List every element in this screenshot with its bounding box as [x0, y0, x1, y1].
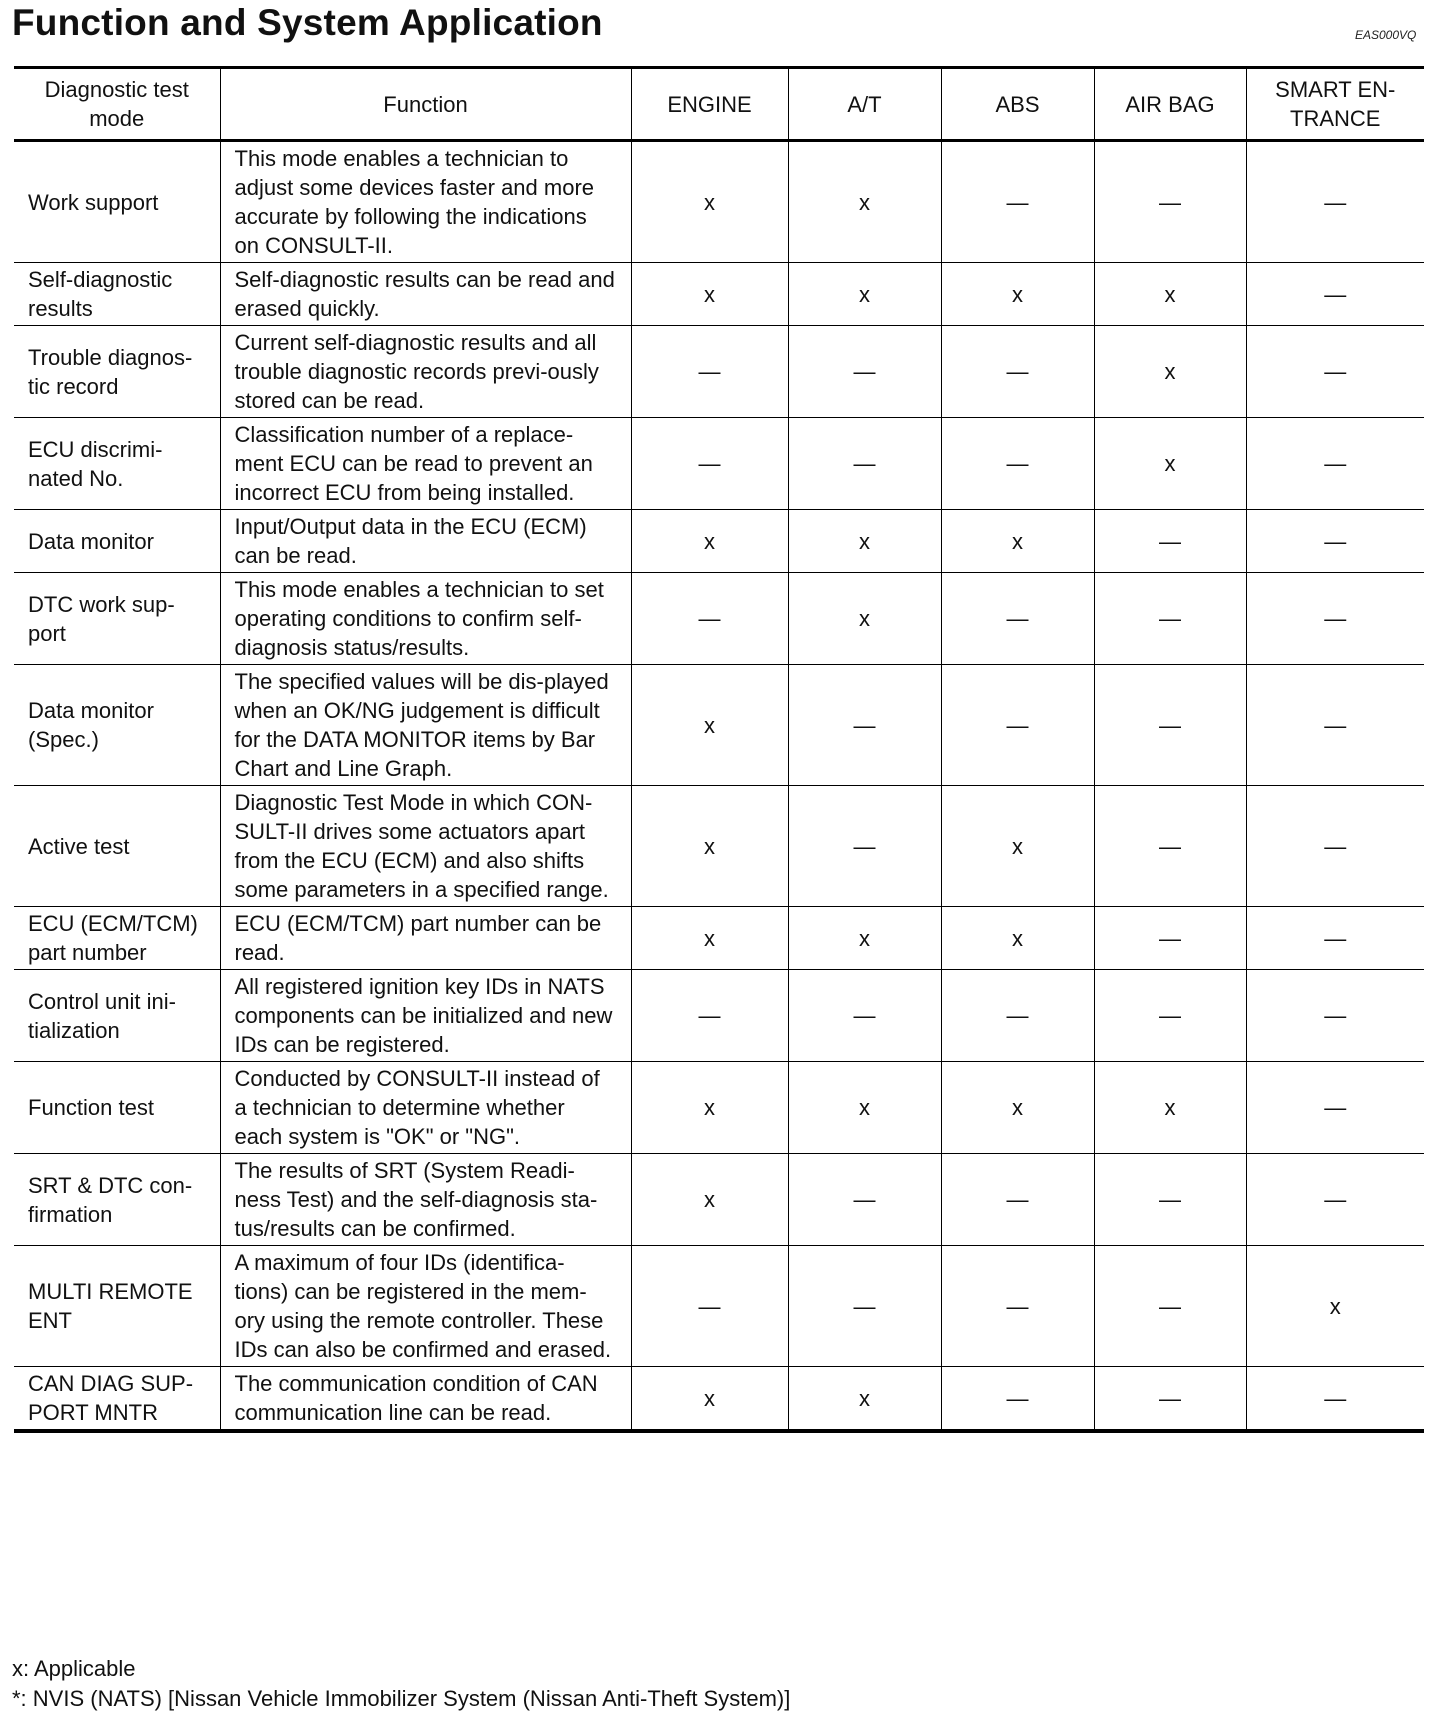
airbag-cell: x	[1094, 418, 1246, 510]
row-function: Diagnostic Test Mode in which CON-SULT-II drives some actuators apart from the ECU (ECM) and also shifts some parameters in a specified range.	[220, 786, 631, 907]
engine-cell: x	[631, 263, 788, 326]
row-function: Self-diagnostic results can be read and erased quickly.	[220, 263, 631, 326]
row-mode: Active test	[14, 786, 220, 907]
table-row	[14, 263, 1424, 326]
smart-entrance-cell: —	[1246, 1367, 1424, 1432]
engine-cell: x	[631, 1154, 788, 1246]
abs-cell: —	[941, 1367, 1094, 1432]
row-function: Current self-diagnostic results and all trouble diagnostic records previ-ously stored can be read.	[220, 326, 631, 418]
smart-entrance-cell: —	[1246, 326, 1424, 418]
column-header-engine: ENGINE	[631, 68, 788, 141]
smart-entrance-cell: —	[1246, 907, 1424, 970]
row-mode: Self-diagnostic results	[14, 263, 220, 326]
at-cell: —	[788, 326, 941, 418]
table-row	[14, 141, 1424, 263]
smart-entrance-cell: —	[1246, 1154, 1424, 1246]
table-row	[14, 665, 1424, 786]
engine-cell: —	[631, 970, 788, 1062]
at-cell: x	[788, 141, 941, 263]
at-cell: x	[788, 263, 941, 326]
at-cell: —	[788, 786, 941, 907]
page-title: Function and System Application	[12, 2, 603, 43]
engine-cell: x	[631, 786, 788, 907]
row-mode: Data monitor (Spec.)	[14, 665, 220, 786]
engine-cell: x	[631, 907, 788, 970]
abs-cell: —	[941, 665, 1094, 786]
at-cell: —	[788, 665, 941, 786]
row-function: Conducted by CONSULT-II instead of a technician to determine whether each system is "OK" or "NG".	[220, 1062, 631, 1154]
row-mode: SRT & DTC con-firmation	[14, 1154, 220, 1246]
row-function: Classification number of a replace-ment ECU can be read to prevent an incorrect ECU from being installed.	[220, 418, 631, 510]
table-row	[14, 510, 1424, 573]
smart-entrance-cell: —	[1246, 970, 1424, 1062]
abs-cell: x	[941, 263, 1094, 326]
airbag-cell: —	[1094, 786, 1246, 907]
table-row	[14, 1154, 1424, 1246]
engine-cell: x	[631, 141, 788, 263]
smart-entrance-cell: —	[1246, 141, 1424, 263]
at-cell: —	[788, 418, 941, 510]
abs-cell: —	[941, 573, 1094, 665]
at-cell: x	[788, 573, 941, 665]
smart-entrance-cell: —	[1246, 1062, 1424, 1154]
airbag-cell: —	[1094, 510, 1246, 573]
abs-cell: —	[941, 326, 1094, 418]
engine-cell: —	[631, 1246, 788, 1367]
row-function: The results of SRT (System Readi-ness Test) and the self-diagnosis sta-tus/results can be confirmed.	[220, 1154, 631, 1246]
smart-entrance-cell: —	[1246, 786, 1424, 907]
at-cell: —	[788, 1246, 941, 1367]
engine-cell: x	[631, 510, 788, 573]
at-cell: x	[788, 1062, 941, 1154]
row-mode: CAN DIAG SUP-PORT MNTR	[14, 1367, 220, 1432]
table-row	[14, 907, 1424, 970]
table-row	[14, 1367, 1424, 1432]
row-mode: Data monitor	[14, 510, 220, 573]
row-mode: MULTI REMOTE ENT	[14, 1246, 220, 1367]
at-cell: —	[788, 1154, 941, 1246]
table-row	[14, 786, 1424, 907]
column-header-function: Function	[220, 68, 631, 141]
row-mode: Trouble diagnos-tic record	[14, 326, 220, 418]
abs-cell: —	[941, 141, 1094, 263]
row-function: The communication condition of CAN communication line can be read.	[220, 1367, 631, 1432]
engine-cell: —	[631, 418, 788, 510]
table-row	[14, 970, 1424, 1062]
column-header-airbag: AIR BAG	[1094, 68, 1246, 141]
airbag-cell: —	[1094, 141, 1246, 263]
engine-cell: —	[631, 326, 788, 418]
row-function: A maximum of four IDs (identifica-tions) can be registered in the mem-ory using the remote controller. These IDs can also be confirmed and erased.	[220, 1246, 631, 1367]
engine-cell: —	[631, 573, 788, 665]
column-header-smart-entrance: SMART EN- TRANCE	[1246, 68, 1424, 141]
section-code: EAS000VQ	[1355, 28, 1417, 42]
row-mode: ECU (ECM/TCM) part number	[14, 907, 220, 970]
table-header-row	[14, 68, 1424, 141]
at-cell: x	[788, 510, 941, 573]
airbag-cell: —	[1094, 907, 1246, 970]
row-function: Input/Output data in the ECU (ECM) can be read.	[220, 510, 631, 573]
airbag-cell: —	[1094, 1246, 1246, 1367]
row-mode: Control unit ini-tialization	[14, 970, 220, 1062]
column-header-mode: Diagnostic test mode	[14, 68, 220, 141]
airbag-cell: —	[1094, 1154, 1246, 1246]
function-system-table	[14, 66, 1424, 1433]
smart-entrance-cell: x	[1246, 1246, 1424, 1367]
column-header-abs: ABS	[941, 68, 1094, 141]
smart-entrance-cell: —	[1246, 418, 1424, 510]
table-row	[14, 1246, 1424, 1367]
row-function: ECU (ECM/TCM) part number can be read.	[220, 907, 631, 970]
table-row	[14, 326, 1424, 418]
row-mode: Work support	[14, 141, 220, 263]
airbag-cell: —	[1094, 1367, 1246, 1432]
table-notes	[12, 1654, 790, 1714]
abs-cell: x	[941, 510, 1094, 573]
smart-entrance-cell: —	[1246, 263, 1424, 326]
at-cell: x	[788, 1367, 941, 1432]
abs-cell: —	[941, 1154, 1094, 1246]
row-mode: DTC work sup-port	[14, 573, 220, 665]
row-function: This mode enables a technician to set operating conditions to confirm self-diagnosis status/results.	[220, 573, 631, 665]
row-function: This mode enables a technician to adjust some devices faster and more accurate by following the indications on CONSULT-II.	[220, 141, 631, 263]
row-function: The specified values will be dis-played when an OK/NG judgement is difficult for the DATA MONITOR items by Bar Chart and Line Graph.	[220, 665, 631, 786]
airbag-cell: x	[1094, 263, 1246, 326]
note-applicable: x: Applicable	[12, 1656, 136, 1681]
row-mode: ECU discrimi-nated No.	[14, 418, 220, 510]
airbag-cell: x	[1094, 326, 1246, 418]
engine-cell: x	[631, 1367, 788, 1432]
airbag-cell: —	[1094, 573, 1246, 665]
row-function: All registered ignition key IDs in NATS components can be initialized and new IDs can be registered.	[220, 970, 631, 1062]
abs-cell: x	[941, 786, 1094, 907]
at-cell: —	[788, 970, 941, 1062]
airbag-cell: x	[1094, 1062, 1246, 1154]
engine-cell: x	[631, 665, 788, 786]
row-mode: Function test	[14, 1062, 220, 1154]
abs-cell: x	[941, 1062, 1094, 1154]
note-nvis: *: NVIS (NATS) [Nissan Vehicle Immobilizer System (Nissan Anti-Theft System)]	[12, 1686, 791, 1711]
airbag-cell: —	[1094, 665, 1246, 786]
abs-cell: —	[941, 1246, 1094, 1367]
table-row	[14, 418, 1424, 510]
column-header-at: A/T	[788, 68, 941, 141]
at-cell: x	[788, 907, 941, 970]
smart-entrance-cell: —	[1246, 510, 1424, 573]
abs-cell: —	[941, 970, 1094, 1062]
airbag-cell: —	[1094, 970, 1246, 1062]
smart-entrance-cell: —	[1246, 573, 1424, 665]
table-row	[14, 573, 1424, 665]
abs-cell: —	[941, 418, 1094, 510]
smart-entrance-cell: —	[1246, 665, 1424, 786]
engine-cell: x	[631, 1062, 788, 1154]
abs-cell: x	[941, 907, 1094, 970]
table-row	[14, 1062, 1424, 1154]
